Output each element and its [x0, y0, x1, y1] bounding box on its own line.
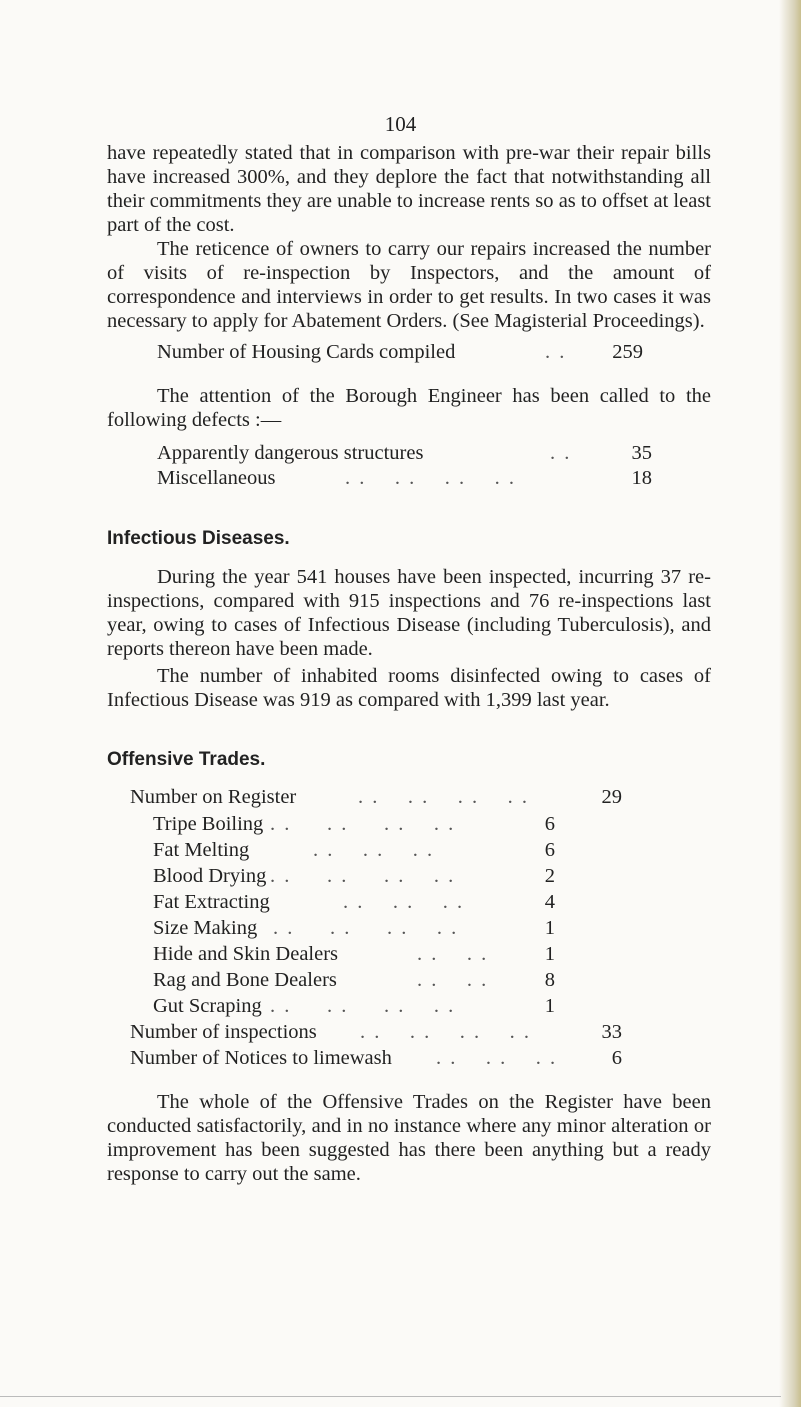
trade-label: Size Making [153, 917, 258, 939]
leader-dots: . . . . . . . . [345, 467, 516, 489]
paragraph-repair-bills: have repeatedly stated that in comparison with pre-war their repair bills have increased 300%, and they deplore the fact that notwithstanding all their commitments they are unable to increase rents so as to offset at least part of the cost. [107, 142, 711, 236]
leader-dots: . . [550, 442, 572, 464]
trade-value: 1 [544, 917, 555, 939]
defect-value: 18 [631, 467, 652, 489]
heading-infectious-diseases: Infectious Diseases. [107, 528, 290, 549]
defect-value: 35 [631, 442, 652, 464]
page-edge-shadow [779, 0, 801, 1407]
trade-label: Rag and Bone Dealers [153, 969, 337, 991]
paragraph-offensive-trades-summary: The whole of the Offensive Trades on the Register have been conducted satisfactorily, and in no instance where any minor alteration or improvement has been suggested has there been anything but a ready response to carry out the same. [107, 1091, 711, 1185]
register-label: Number on Register [130, 786, 297, 808]
trade-label: Gut Scraping [153, 995, 262, 1017]
page-number: 104 [384, 112, 417, 136]
notices-value: 6 [611, 1047, 622, 1069]
paragraph-reticence: The reticence of owners to carry our repairs increased the number of visits of re-inspection by Inspectors, and the amount of correspondence and interviews in order to get results. In two cases it was necessary to apply for Abatement Orders. (See Magisterial Proceedings). [107, 238, 711, 332]
defect-label: Apparently dangerous structures [157, 442, 424, 464]
housing-cards-value: 259 [612, 341, 643, 363]
trade-value: 6 [544, 839, 555, 861]
inspections-value: 33 [601, 1021, 622, 1043]
notices-label: Number of Notices to limewash [130, 1047, 392, 1069]
trade-label: Tripe Boiling [153, 813, 264, 835]
housing-cards-label: Number of Housing Cards compiled [157, 341, 456, 363]
trade-label: Blood Drying [153, 865, 267, 887]
trade-value: 6 [544, 813, 555, 835]
trade-value: 4 [544, 891, 555, 913]
paragraph-borough-engineer: The attention of the Borough Engineer has been called to the following defects :— [107, 385, 711, 431]
paragraph-disinfected-rooms: The number of inhabited rooms disinfected owing to cases of Infectious Disease was 919 as compared with 1,399 last year. [107, 665, 711, 711]
inspections-label: Number of inspections [130, 1021, 317, 1043]
leader-dots: . . . . . . [313, 839, 435, 861]
leader-dots: . . . . . . . . [270, 995, 456, 1017]
leader-dots: . . . . . . . . [358, 786, 529, 808]
leader-dots: . . . . . . . . [273, 917, 459, 939]
paragraph-inspections: During the year 541 houses have been inspected, incurring 37 re-inspections, compared with 915 inspections and 76 re-inspections last year, owing to cases of Infectious Disease (including Tuberculosis), and reports thereon have been made. [107, 566, 711, 660]
leader-dots: . . . . . . . . [360, 1021, 531, 1043]
leader-dots: . . . . [417, 943, 489, 965]
leader-dots: . . . . . . . . [270, 865, 456, 887]
leader-dots: . . [545, 341, 567, 363]
heading-offensive-trades: Offensive Trades. [107, 749, 266, 770]
leader-dots: . . . . . . [436, 1047, 558, 1069]
trade-label: Fat Extracting [153, 891, 270, 913]
leader-dots: . . . . . . . . [270, 813, 456, 835]
leader-dots: . . . . [417, 969, 489, 991]
trade-label: Fat Melting [153, 839, 250, 861]
trade-value: 2 [544, 865, 555, 887]
register-value: 29 [601, 786, 622, 808]
trade-value: 8 [544, 969, 555, 991]
trade-label: Hide and Skin Dealers [153, 943, 339, 965]
page-bottom-edge [0, 1396, 781, 1397]
leader-dots: . . . . . . [343, 891, 465, 913]
trade-value: 1 [544, 995, 555, 1017]
trade-value: 1 [544, 943, 555, 965]
defect-label: Miscellaneous [157, 467, 276, 489]
